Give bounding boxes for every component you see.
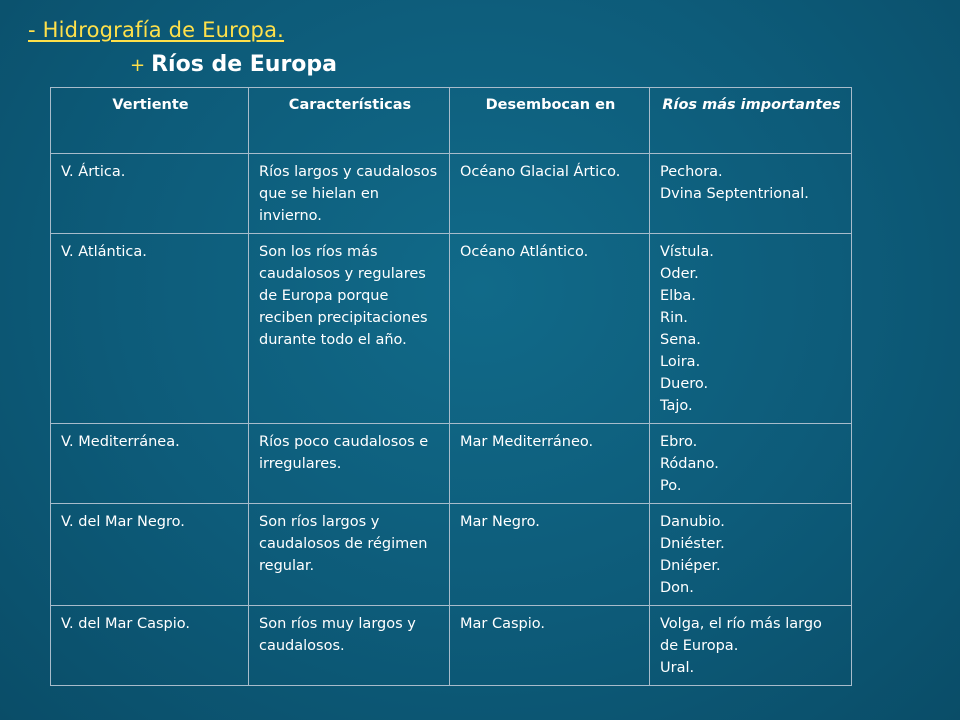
cell-vertiente: V. del Mar Caspio.	[51, 606, 249, 686]
river-name: Ródano.	[660, 456, 719, 472]
cell-desembocan: Mar Caspio.	[450, 606, 650, 686]
cell-desembocan: Mar Mediterráneo.	[450, 424, 650, 504]
cell-caracteristicas: Son ríos muy largos y caudalosos.	[249, 606, 450, 686]
header-desembocan: Desembocan en	[450, 88, 650, 154]
table-row	[51, 234, 852, 424]
cell-caracteristicas: Son ríos largos y caudalosos de régimen regular.	[249, 504, 450, 606]
header-caracteristicas: Características	[249, 88, 450, 154]
cell-rios	[650, 154, 852, 234]
table-row	[51, 424, 852, 504]
cell-caracteristicas: Ríos poco caudalosos e irregulares.	[249, 424, 450, 504]
cell-vertiente: V. del Mar Negro.	[51, 504, 249, 606]
table-row	[51, 606, 852, 686]
header-rios: Ríos más importantes	[650, 88, 852, 154]
rivers-table	[50, 87, 852, 686]
cell-rios	[650, 504, 852, 606]
slide-title: - Hidrografía de Europa.	[28, 18, 285, 42]
cell-caracteristicas: Ríos largos y caudalosos que se hielan en invierno.	[249, 154, 450, 234]
cell-caracteristicas: Son los ríos más caudalosos y regulares de Europa porque reciben precipitaciones durante todo el año.	[249, 234, 450, 424]
cell-desembocan: Océano Atlántico.	[450, 234, 650, 424]
river-name: Dvina Septentrional.	[660, 186, 809, 202]
header-vertiente: Vertiente	[51, 88, 249, 154]
table-row	[51, 154, 852, 234]
river-name: Sena.	[660, 332, 701, 348]
cell-vertiente: V. Atlántica.	[51, 234, 249, 424]
table-body	[51, 154, 852, 686]
river-name: Elba.	[660, 288, 696, 304]
river-name: Vístula.	[660, 244, 714, 260]
river-name: Volga, el río más largo de Europa.	[660, 616, 822, 654]
cell-desembocan: Mar Negro.	[450, 504, 650, 606]
river-name: Danubio.	[660, 514, 725, 530]
river-name: Don.	[660, 580, 694, 596]
river-name: Ural.	[660, 660, 695, 676]
river-name: Pechora.	[660, 164, 723, 180]
river-name: Loira.	[660, 354, 701, 370]
river-name: Tajo.	[660, 398, 693, 414]
slide-subtitle	[130, 52, 337, 77]
table-row	[51, 504, 852, 606]
river-name: Oder.	[660, 266, 699, 282]
cell-vertiente: V. Mediterránea.	[51, 424, 249, 504]
subtitle-text: Ríos de Europa	[151, 52, 338, 77]
river-name: Po.	[660, 478, 682, 494]
river-name: Dniéster.	[660, 536, 725, 552]
cell-desembocan: Océano Glacial Ártico.	[450, 154, 650, 234]
table-header-row	[51, 88, 852, 154]
river-name: Rin.	[660, 310, 688, 326]
river-name: Ebro.	[660, 434, 698, 450]
river-name: Dniéper.	[660, 558, 721, 574]
cell-vertiente: V. Ártica.	[51, 154, 249, 234]
cell-rios	[650, 424, 852, 504]
river-name: Duero.	[660, 376, 709, 392]
subtitle-bullet: +	[130, 55, 146, 76]
cell-rios	[650, 606, 852, 686]
cell-rios	[650, 234, 852, 424]
